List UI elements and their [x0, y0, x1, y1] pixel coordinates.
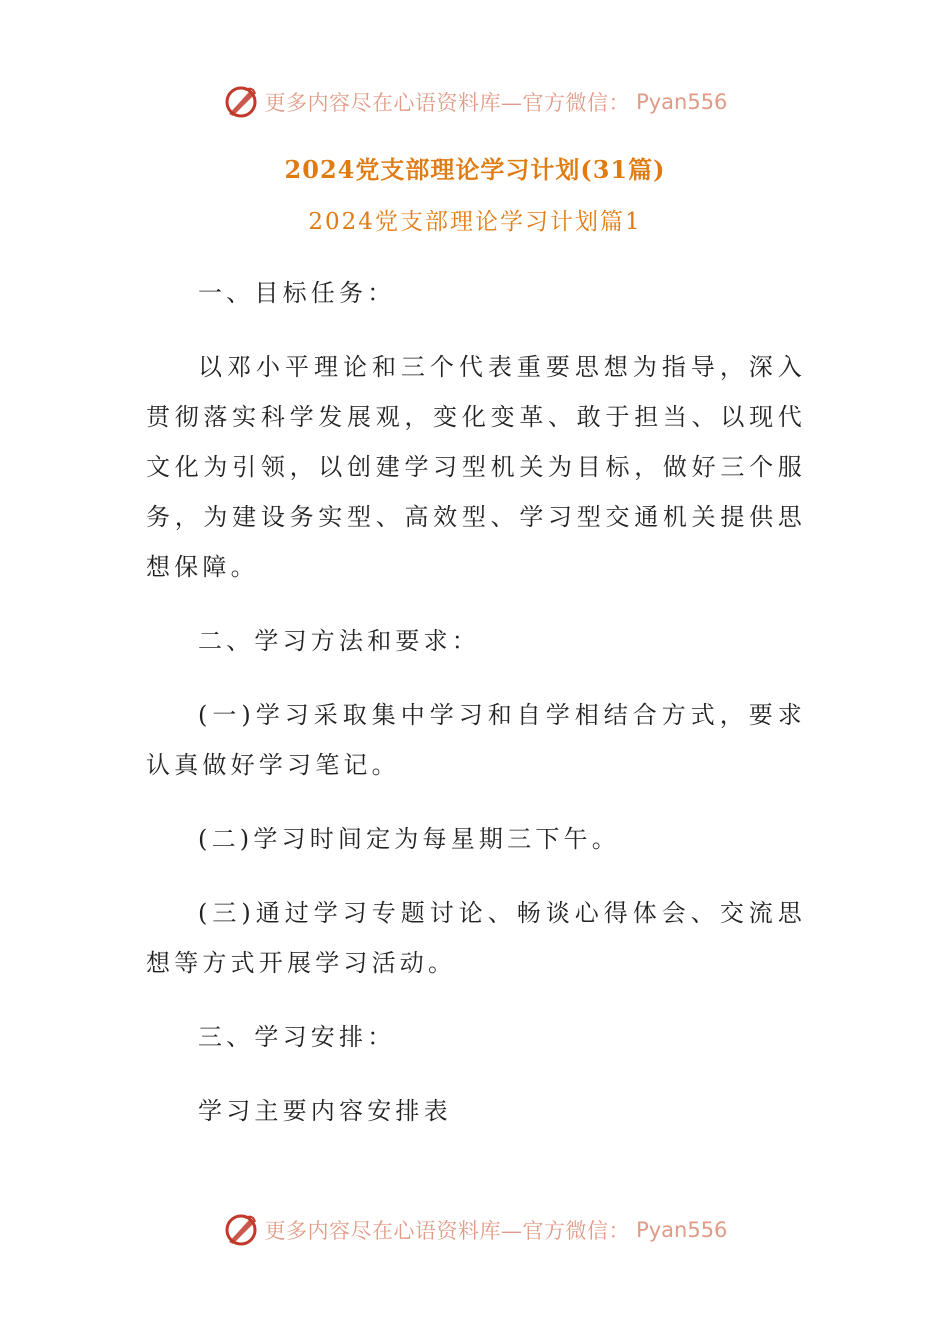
pen-circle-logo-icon	[223, 1212, 259, 1248]
watermark-text: 更多内容尽在心语资料库—官方微信：	[264, 91, 631, 115]
paragraph-method-1: (一)学习采取集中学习和自学相结合方式，要求认真做好学习笔记。	[146, 701, 806, 779]
watermark-wechat-id: Pyan556	[636, 1218, 728, 1242]
paragraph-method-3: (三)通过学习专题讨论、畅谈心得体会、交流思想等方式开展学习活动。	[146, 899, 806, 977]
watermark-header	[0, 82, 950, 122]
document-body	[146, 268, 806, 1160]
paragraph-schedule-table-title: 学习主要内容安排表	[198, 1097, 452, 1125]
paragraph-goals: 以邓小平理论和三个代表重要思想为指导，深入贯彻落实科学发展观，变化变革、敢于担当、以现代文化为引领，以创建学习型机关为目标，做好三个服务，为建设务实型、高效型、学习型交通机关提供思想保障。	[146, 353, 806, 581]
watermark-text: 更多内容尽在心语资料库—官方微信：	[264, 1219, 631, 1243]
pen-circle-logo-icon	[223, 84, 259, 120]
section-heading-goals: 一、目标任务：	[198, 279, 396, 307]
watermark-footer	[0, 1210, 950, 1250]
watermark-wechat-id: Pyan556	[636, 90, 728, 114]
document-title: 2024党支部理论学习计划(31篇)	[284, 155, 666, 184]
section-heading-methods: 二、学习方法和要求：	[198, 627, 480, 655]
document-subtitle: 2024党支部理论学习计划篇1	[308, 209, 642, 235]
section-heading-schedule: 三、学习安排：	[198, 1023, 396, 1051]
paragraph-method-2: (二)学习时间定为每星期三下午。	[198, 825, 620, 853]
